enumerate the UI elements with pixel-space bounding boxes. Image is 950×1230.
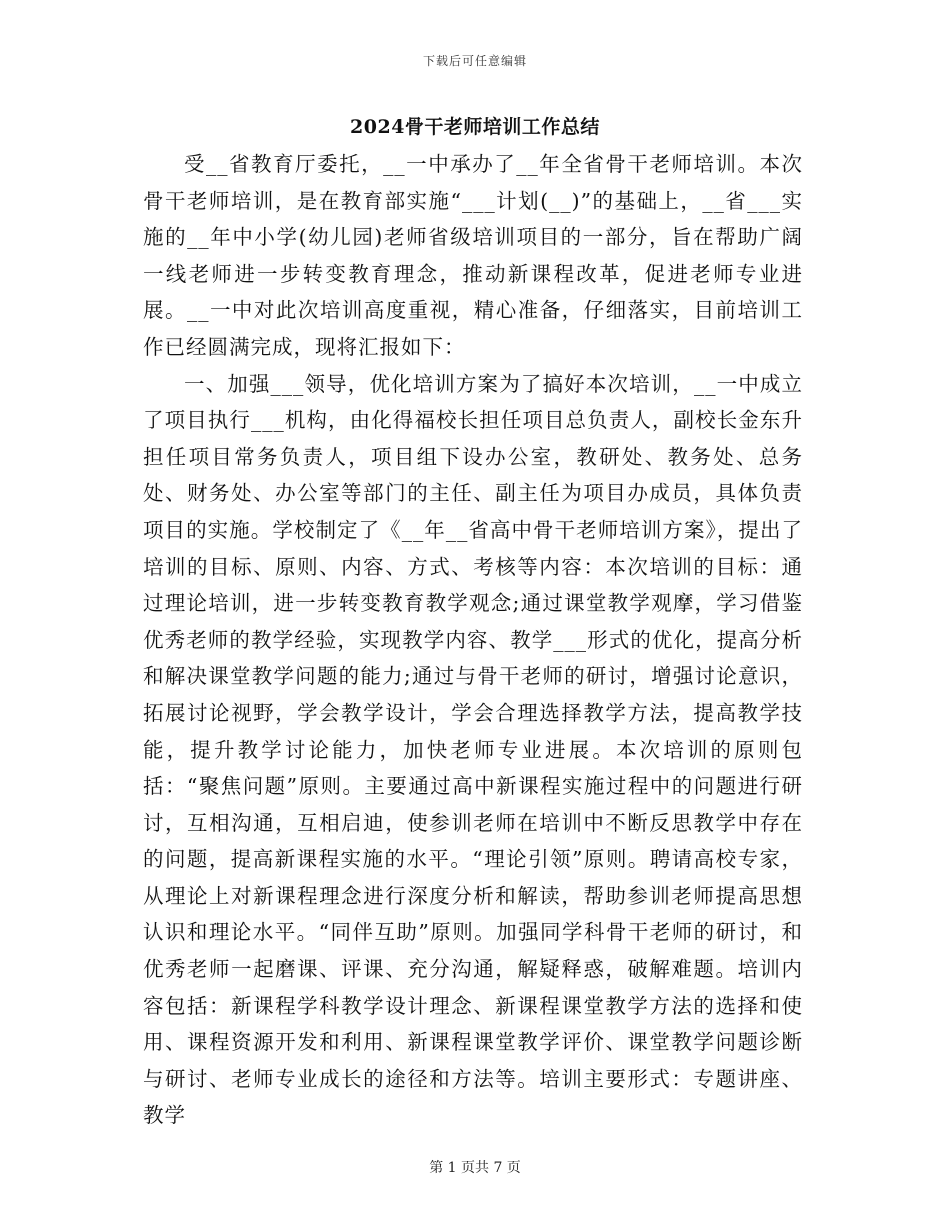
page-header-note: 下载后可任意编辑 xyxy=(422,54,527,68)
document-title: 2024骨干老师培训工作总结 xyxy=(350,116,600,138)
paragraph-intro: 受__省教育厅委托，__一中承办了__年全省骨干老师培训。本次骨干老师培训，是在教育部实施“___计划(__)”的基础上，__省___实施的__年中小学(幼儿园)老师省级培训项目的一部分，旨在帮助广阔一线老师进一步转变教育理念，推动新课程改革，促进老师专业进展。__一中对此次培训高度重视，精心准备，仔细落实，目前培训工作已经圆满完成，现将汇报如下： xyxy=(143,152,803,359)
page-number: 第 1 页共 7 页 xyxy=(429,1160,521,1176)
paragraph-section-1: 一、加强___领导，优化培训方案为了搞好本次培训，__一中成立了项目执行___机构，由化得福校长担任项目总负责人，副校长金东升担任项目常务负责人，项目组下设办公室，教研处、教务处、总务处、财务处、办公室等部门的主任、副主任为项目办成员，具体负责项目的实施。学校制定了《__年__省高中骨干老师培训方案》，提出了培训的目标、原则、内容、方式、考核等内容：本次培训的目标：通过理论培训，进一步转变教育教学观念;通过课堂教学观摩，学习借鉴优秀老师的教学经验，实现教学内容、教学___形式的优化，提高分析和解决课堂教学问题的能力;通过与骨干老师的研讨，增强讨论意识，拓展讨论视野，学会教学设计，学会合理选择教学方法，提高教学技能，提升教学讨论能力，加快老师专业进展。本次培训的原则包括：“聚焦问题”原则。主要通过高中新课程实施过程中的问题进行研讨，互相沟通，互相启迪，使参训老师在培训中不断反思教学中存在的问题，提高新课程实施的水平。“理论引领”原则。聘请高校专家，从理论上对新课程理念进行深度分析和解读，帮助参训老师提高思想认识和理论水平。“同伴互助”原则。加强同学科骨干老师的研讨，和优秀老师一起磨课、评课、充分沟通，解疑释惑，破解难题。培训内容包括：新课程学科教学设计理念、新课程课堂教学方法的选择和使用、课程资源开发和利用、新课程课堂教学评价、课堂教学问题诊断与研讨、老师专业成长的途径和方法等。培训主要形式：专题讲座、教学 xyxy=(143,371,803,1128)
document-body xyxy=(143,146,803,1134)
